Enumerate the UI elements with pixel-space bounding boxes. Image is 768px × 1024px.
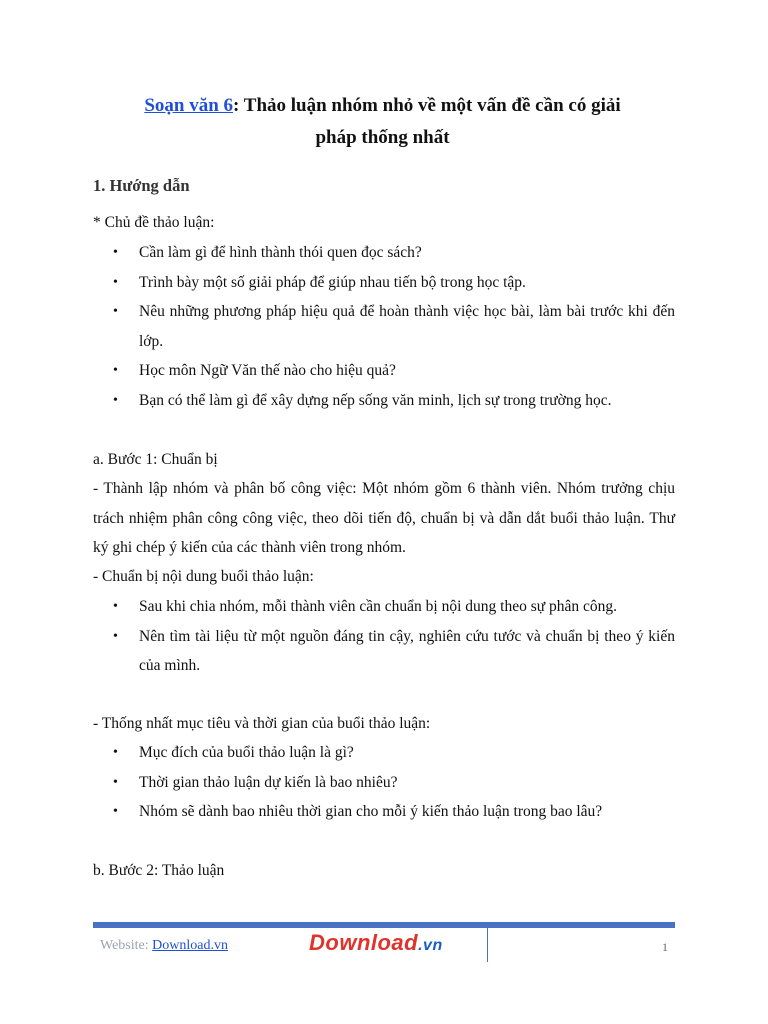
topic-label: * Chủ đề thảo luận: bbox=[93, 214, 215, 231]
list-item: • Sau khi chia nhóm, mỗi thành viên cần chuẩn bị nội dung theo sự phân công. bbox=[113, 592, 675, 622]
list-item: • Nên tìm tài liệu từ một nguồn đáng tin cậy, nghiên cứu tước và chuẩn bị theo ý kiến của mình. bbox=[113, 622, 675, 681]
logo-suffix: .vn bbox=[418, 937, 443, 954]
list-item: • Cần làm gì để hình thành thói quen đọc sách? bbox=[113, 238, 675, 268]
list-item: • Nhóm sẽ dành bao nhiêu thời gian cho mỗi ý kiến thảo luận trong bao lâu? bbox=[113, 797, 675, 827]
list-item: • Nêu những phương pháp hiệu quả để hoàn thành việc học bài, làm bài trước khi đến lớp. bbox=[113, 297, 675, 356]
logo-main: Download bbox=[309, 930, 419, 955]
page-number: 1 bbox=[662, 940, 668, 954]
goal-label: - Thống nhất mục tiêu và thời gian của buổi thảo luận: bbox=[93, 715, 431, 732]
title-link[interactable]: Soạn văn 6 bbox=[144, 95, 234, 116]
footer-rule bbox=[93, 922, 675, 928]
content-list bbox=[113, 592, 675, 681]
content-label: - Chuẩn bị nội dung buổi thảo luận: bbox=[93, 568, 314, 585]
document-title bbox=[100, 90, 665, 154]
list-item: • Mục đích của buổi thảo luận là gì? bbox=[113, 738, 675, 768]
group-paragraph: - Thành lập nhóm và phân bố công việc: Một nhóm gồm 6 thành viên. Nhóm trưởng chịu trách nhiệm phân công công việc, theo dõi tiến độ, chuẩn bị và dẫn dắt buổi thảo luận. Thư ký ghi chép ý kiến của các thành viên trong nhóm. bbox=[93, 480, 675, 556]
website-link[interactable]: Download.vn bbox=[152, 938, 228, 953]
list-item: • Trình bày một số giải pháp để giúp nhau tiến bộ trong học tập. bbox=[113, 268, 675, 298]
footer-divider bbox=[487, 928, 488, 962]
list-item: • Thời gian thảo luận dự kiến là bao nhiêu? bbox=[113, 768, 675, 798]
list-item: • Bạn có thể làm gì để xây dựng nếp sống văn minh, lịch sự trong trường học. bbox=[113, 386, 675, 416]
goal-list bbox=[113, 738, 675, 827]
step-b-heading: b. Bước 2: Thảo luận bbox=[93, 862, 225, 879]
title-text-line1: : Thảo luận nhóm nhỏ về một vấn đề cần có giải bbox=[233, 95, 621, 116]
footer-website bbox=[100, 938, 228, 954]
download-logo bbox=[309, 930, 443, 956]
title-text-line2: pháp thống nhất bbox=[315, 127, 450, 148]
step-a-heading: a. Bước 1: Chuẩn bị bbox=[93, 451, 218, 468]
topic-list bbox=[113, 238, 675, 415]
list-item: • Học môn Ngữ Văn thế nào cho hiệu quả? bbox=[113, 356, 675, 386]
section-heading: 1. Hướng dẫn bbox=[93, 176, 190, 195]
website-label: Website: bbox=[100, 938, 153, 953]
